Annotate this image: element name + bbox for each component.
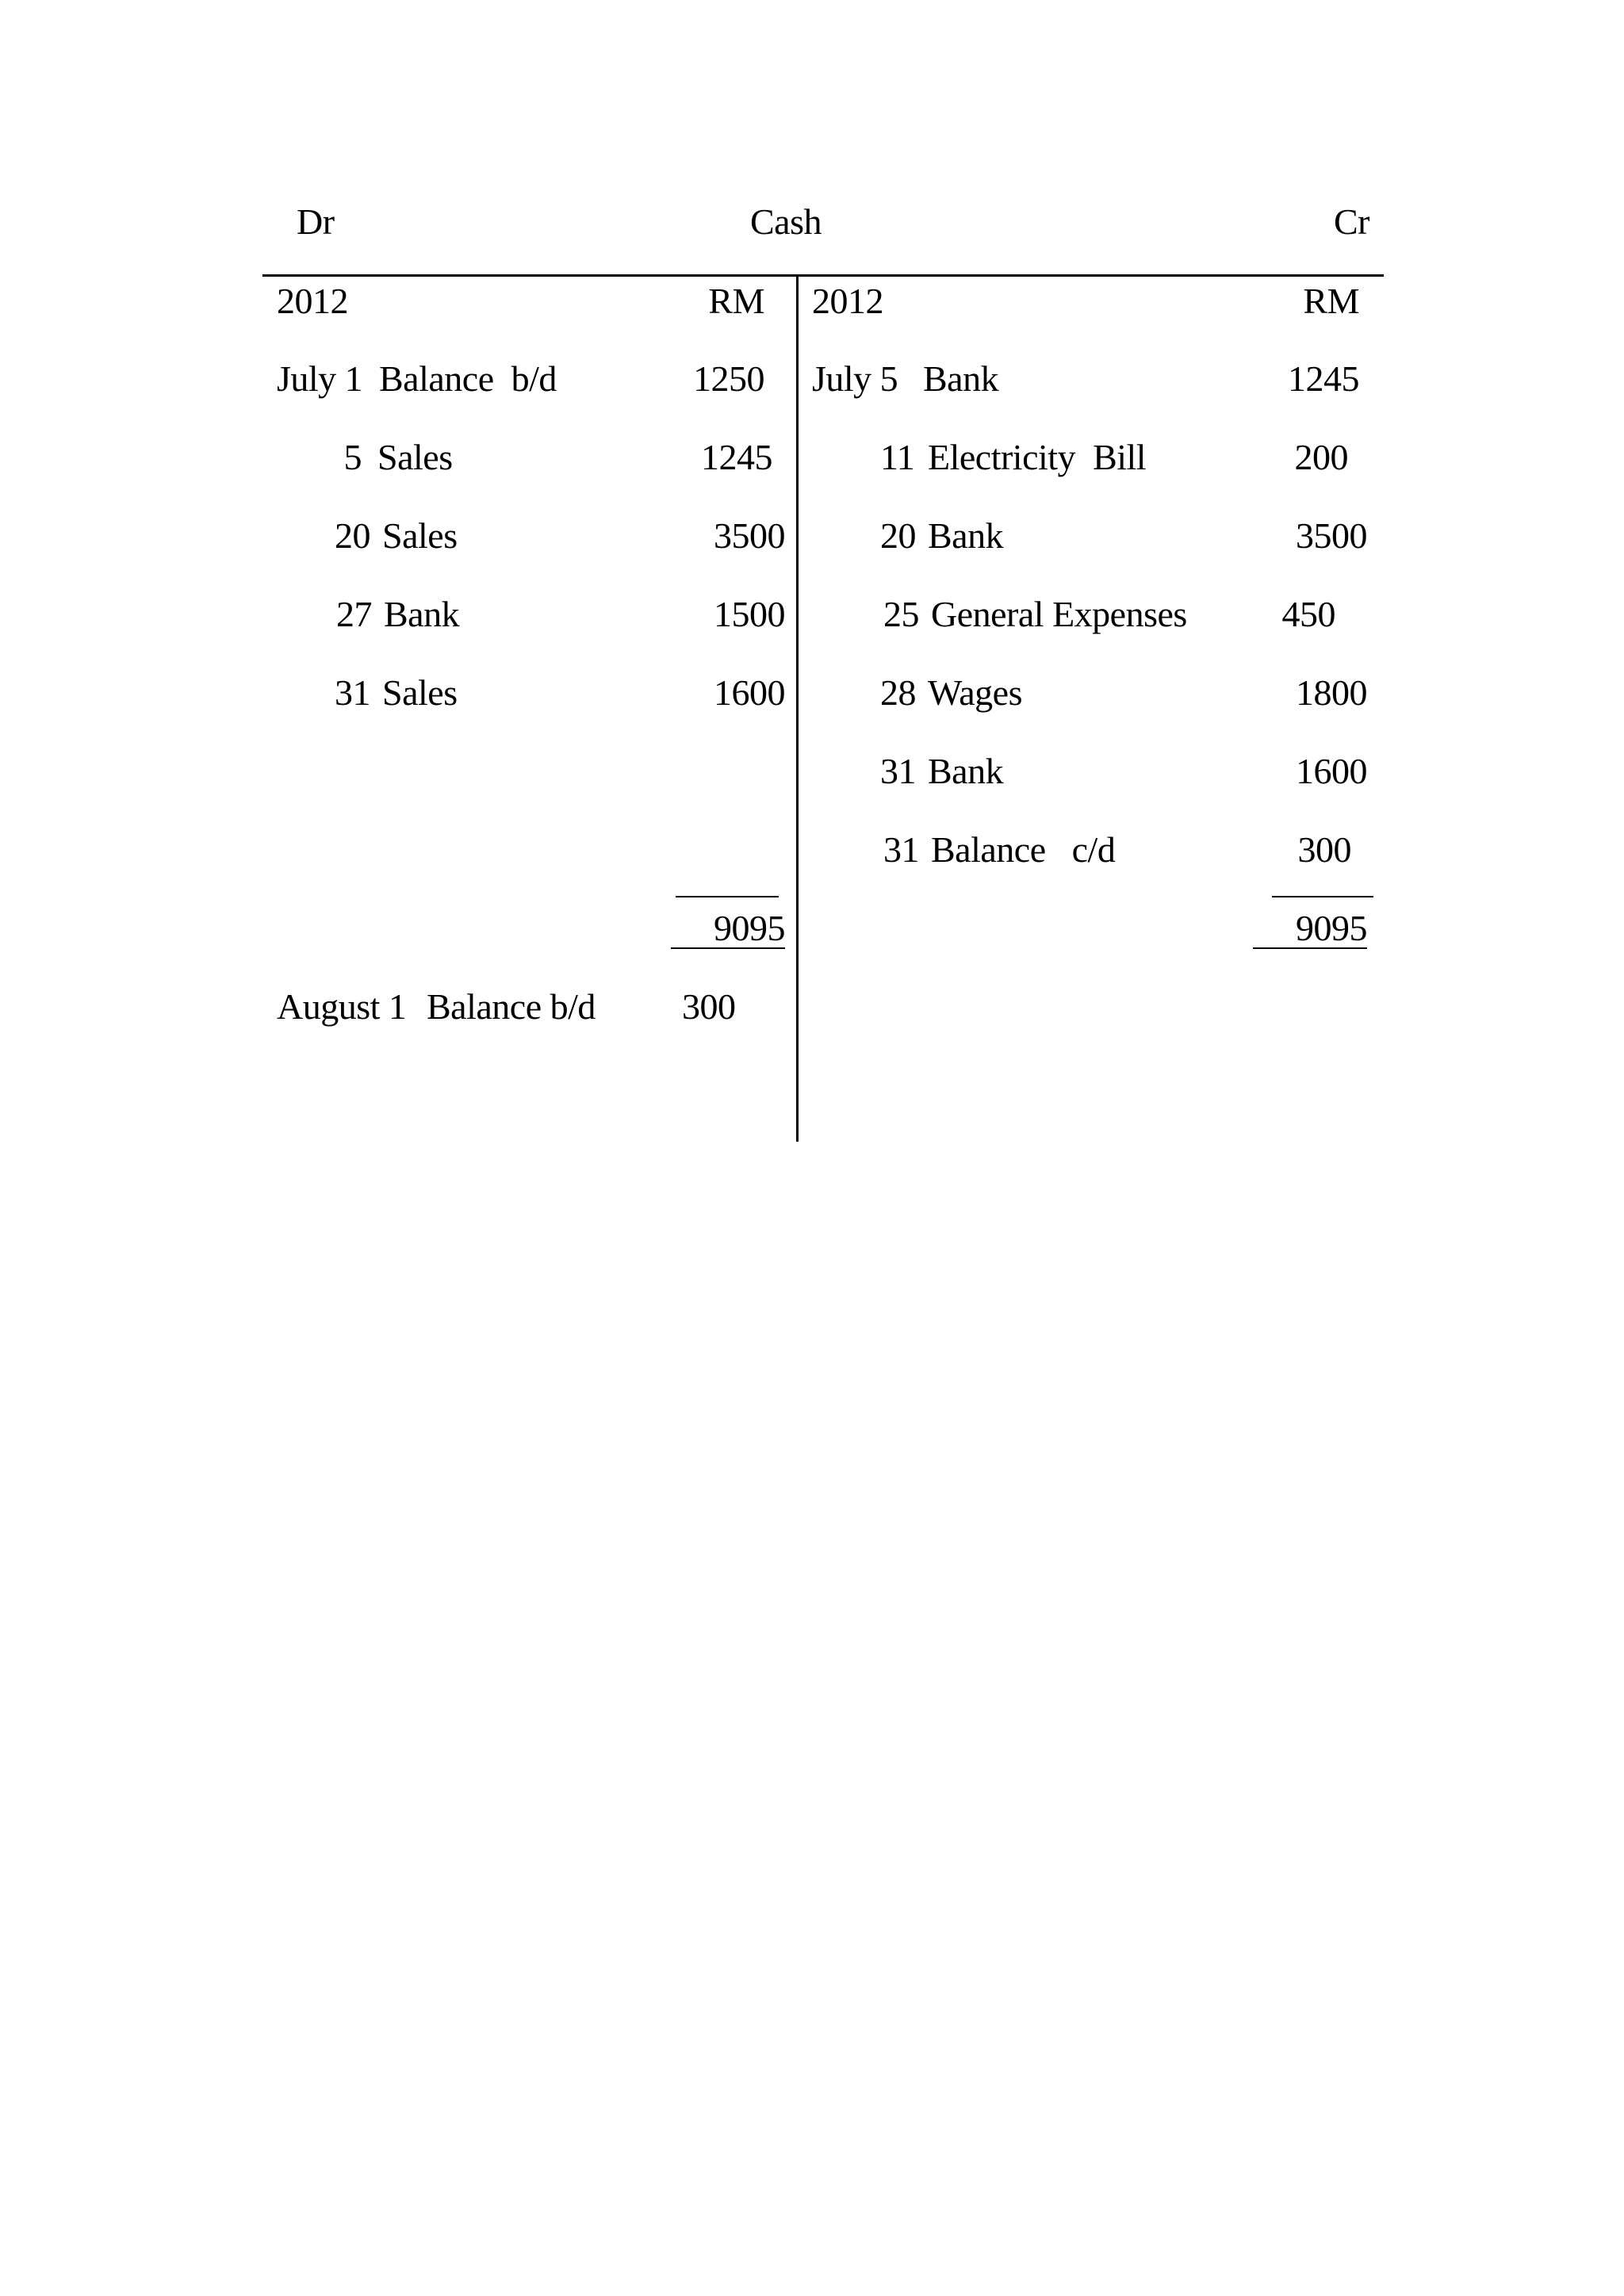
entry-date: 31	[883, 829, 919, 870]
entry-particulars: Electricity Bill	[928, 437, 1147, 477]
debit-year: 2012	[277, 281, 348, 321]
t-account-center-rule	[796, 274, 799, 1142]
entry-date: 28	[880, 672, 916, 713]
entry-amount: 1600	[1296, 751, 1367, 791]
entry-amount: 1250	[693, 358, 764, 399]
entry-particulars: Sales	[382, 515, 458, 556]
debit-total: 9095	[671, 910, 785, 949]
entry-particulars: Wages	[928, 672, 1022, 713]
entry-date: 31	[335, 672, 370, 713]
entry-particulars: Balance c/d	[931, 829, 1116, 870]
entry-date: 27	[336, 594, 372, 634]
entry-amount: 1245	[1288, 358, 1359, 399]
entry-particulars: Bank	[928, 751, 1004, 791]
entry-amount: 300	[1297, 829, 1351, 870]
entry-date: 5	[343, 437, 362, 477]
entry-amount: 1800	[1296, 672, 1367, 713]
debit-total-rule	[676, 896, 779, 897]
entry-particulars: Sales	[382, 672, 458, 713]
entry-date: 20	[880, 515, 916, 556]
credit-total: 9095	[1253, 910, 1367, 949]
entry-particulars: Balance b/d	[427, 986, 596, 1027]
entry-amount: 1245	[701, 437, 772, 477]
t-account-top-rule	[262, 274, 1384, 277]
entry-date: 20	[335, 515, 370, 556]
entry-particulars: General Expenses	[931, 594, 1187, 634]
debit-side-label: Dr	[297, 201, 335, 242]
entry-date: July 1	[277, 358, 363, 399]
entry-particulars: Bank	[923, 358, 999, 399]
entry-amount: 3500	[1296, 515, 1367, 556]
entry-amount: 1600	[714, 672, 785, 713]
entry-date: 31	[880, 751, 916, 791]
entry-particulars: Sales	[377, 437, 453, 477]
entry-amount: 3500	[714, 515, 785, 556]
entry-amount: 300	[682, 986, 736, 1027]
credit-currency: RM	[1303, 281, 1359, 321]
entry-date: August 1	[277, 986, 407, 1027]
credit-year: 2012	[812, 281, 883, 321]
credit-side-label: Cr	[1334, 201, 1369, 242]
entry-amount: 1500	[714, 594, 785, 634]
account-title: Cash	[750, 201, 822, 242]
entry-particulars: Bank	[928, 515, 1004, 556]
entry-amount: 450	[1281, 594, 1335, 634]
debit-currency: RM	[708, 281, 764, 321]
entry-particulars: Bank	[384, 594, 460, 634]
entry-date: July 5	[812, 358, 898, 399]
credit-total-rule	[1272, 896, 1373, 897]
entry-date: 25	[883, 594, 919, 634]
entry-amount: 200	[1294, 437, 1348, 477]
entry-particulars: Balance b/d	[379, 358, 557, 399]
entry-date: 11	[880, 437, 915, 477]
